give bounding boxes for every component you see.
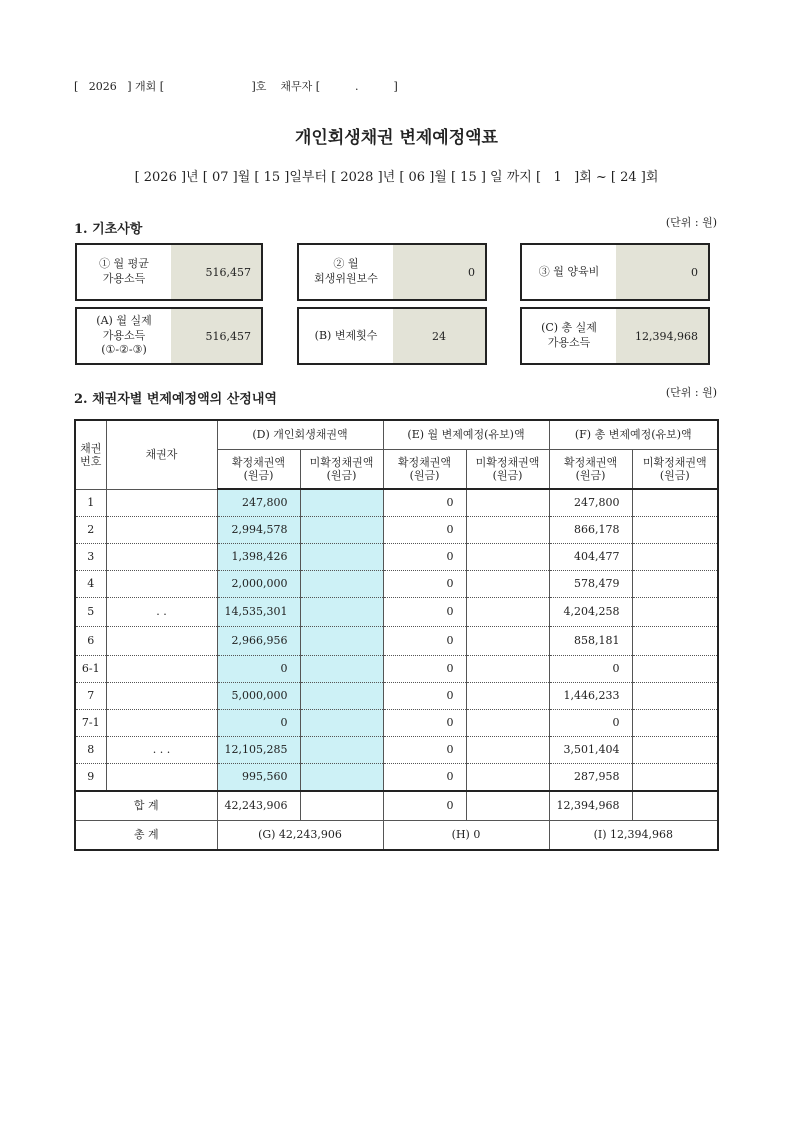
row-d-confirmed: 2,000,000 [217, 571, 300, 598]
row-d-confirmed: 2,994,578 [217, 517, 300, 544]
row-f-unconfirmed [632, 571, 718, 598]
table-row [75, 710, 718, 737]
box-value: 12,394,968 [616, 309, 708, 363]
total-i: (I) 12,394,968 [549, 821, 718, 851]
box-actual-income [75, 307, 263, 365]
row-d-confirmed: 5,000,000 [217, 683, 300, 710]
col-header-d-confirmed: 확정채권액 (원금) [217, 450, 300, 490]
col-header-f: (F) 총 변제예정(유보)액 [549, 420, 718, 450]
total-h: (H) 0 [383, 821, 549, 851]
row-d-confirmed: 0 [217, 710, 300, 737]
sum-d-unconfirmed [300, 791, 383, 821]
row-no: 3 [75, 544, 106, 571]
row-e-unconfirmed [466, 627, 549, 656]
table-row [75, 571, 718, 598]
sum-e-unconfirmed [466, 791, 549, 821]
row-e-confirmed: 0 [383, 656, 466, 683]
row-creditor [106, 683, 217, 710]
row-e-confirmed: 0 [383, 598, 466, 627]
row-creditor: . . [106, 598, 217, 627]
row-f-unconfirmed [632, 764, 718, 792]
row-f-confirmed: 858,181 [549, 627, 632, 656]
row-e-unconfirmed [466, 598, 549, 627]
row-f-confirmed: 866,178 [549, 517, 632, 544]
row-e-confirmed: 0 [383, 571, 466, 598]
col-header-d: (D) 개인회생채권액 [217, 420, 383, 450]
box-value: 24 [393, 309, 485, 363]
row-creditor [106, 656, 217, 683]
row-f-confirmed: 247,800 [549, 489, 632, 517]
page-title: 개인회생채권 변제예정액표 [295, 128, 498, 148]
row-f-unconfirmed [632, 544, 718, 571]
row-e-unconfirmed [466, 571, 549, 598]
row-d-confirmed: 2,966,956 [217, 627, 300, 656]
box-trustee-fee [297, 243, 487, 301]
box-child-support [520, 243, 710, 301]
table-row [75, 764, 718, 792]
table-row [75, 489, 718, 517]
box-label: (B) 변제횟수 [314, 328, 378, 342]
row-no: 4 [75, 571, 106, 598]
total-label: 총 계 [75, 821, 217, 851]
row-d-unconfirmed [300, 544, 383, 571]
row-f-confirmed: 3,501,404 [549, 737, 632, 764]
section2-heading: 2. 채권자별 변제예정액의 산정내역 [74, 392, 277, 407]
row-e-confirmed: 0 [383, 737, 466, 764]
table-row [75, 656, 718, 683]
box-label: ② 월 회생위원보수 [314, 257, 378, 285]
row-f-confirmed: 0 [549, 710, 632, 737]
table-row [75, 517, 718, 544]
col-header-e-unconfirmed: 미확정채권액 (원금) [466, 450, 549, 490]
box-value: 516,457 [171, 245, 261, 299]
row-f-unconfirmed [632, 683, 718, 710]
col-header-creditor: 채권자 [106, 420, 217, 489]
row-f-confirmed: 0 [549, 656, 632, 683]
box-value: 516,457 [171, 309, 261, 363]
box-value: 0 [393, 245, 485, 299]
row-e-unconfirmed [466, 544, 549, 571]
row-e-confirmed: 0 [383, 764, 466, 792]
row-d-unconfirmed [300, 764, 383, 792]
sum-d-confirmed: 42,243,906 [217, 791, 300, 821]
row-creditor [106, 764, 217, 792]
row-creditor [106, 544, 217, 571]
row-f-unconfirmed [632, 598, 718, 627]
row-no: 6 [75, 627, 106, 656]
row-d-unconfirmed [300, 710, 383, 737]
row-f-unconfirmed [632, 627, 718, 656]
box-monthly-avg-income [75, 243, 263, 301]
row-e-confirmed: 0 [383, 683, 466, 710]
row-e-unconfirmed [466, 710, 549, 737]
total-row [75, 821, 718, 851]
col-header-no: 채권 번호 [75, 420, 106, 489]
row-creditor [106, 710, 217, 737]
sum-label: 합 계 [75, 791, 217, 821]
repayment-table [74, 419, 719, 851]
row-d-confirmed: 1,398,426 [217, 544, 300, 571]
row-creditor [106, 489, 217, 517]
row-f-unconfirmed [632, 737, 718, 764]
table-row [75, 737, 718, 764]
table-row [75, 598, 718, 627]
row-d-unconfirmed [300, 737, 383, 764]
col-header-d-unconfirmed: 미확정채권액 (원금) [300, 450, 383, 490]
col-header-e: (E) 월 변제예정(유보)액 [383, 420, 549, 450]
table-row [75, 544, 718, 571]
col-header-e-confirmed: 확정채권액 (원금) [383, 450, 466, 490]
box-total-actual-income [520, 307, 710, 365]
box-repayment-count [297, 307, 487, 365]
row-f-confirmed: 287,958 [549, 764, 632, 792]
row-f-confirmed: 4,204,258 [549, 598, 632, 627]
row-e-confirmed: 0 [383, 489, 466, 517]
row-no: 6-1 [75, 656, 106, 683]
row-e-unconfirmed [466, 656, 549, 683]
sum-e-confirmed: 0 [383, 791, 466, 821]
row-f-unconfirmed [632, 489, 718, 517]
box-label: (A) 월 실제 가용소득 (①-②-③) [96, 313, 152, 357]
row-e-confirmed: 0 [383, 710, 466, 737]
row-d-confirmed: 247,800 [217, 489, 300, 517]
row-d-confirmed: 12,105,285 [217, 737, 300, 764]
row-d-unconfirmed [300, 683, 383, 710]
row-no: 5 [75, 598, 106, 627]
row-d-unconfirmed [300, 656, 383, 683]
col-header-f-confirmed: 확정채권액 (원금) [549, 450, 632, 490]
sum-f-confirmed: 12,394,968 [549, 791, 632, 821]
total-g: (G) 42,243,906 [217, 821, 383, 851]
row-d-unconfirmed [300, 627, 383, 656]
repayment-period: [ 2026 ]년 [ 07 ]월 [ 15 ]일부터 [ 2028 ]년 [ 06 ]월 [ 15 ] 일 까지 [ 1 ]회 ~ [ 24 ]회 [134, 170, 659, 185]
row-creditor [106, 517, 217, 544]
row-no: 8 [75, 737, 106, 764]
row-e-unconfirmed [466, 517, 549, 544]
row-e-unconfirmed [466, 764, 549, 792]
box-label: (C) 총 실제 가용소득 [541, 321, 597, 349]
table-row [75, 627, 718, 656]
row-f-confirmed: 404,477 [549, 544, 632, 571]
row-d-confirmed: 0 [217, 656, 300, 683]
row-e-unconfirmed [466, 737, 549, 764]
row-d-unconfirmed [300, 598, 383, 627]
section1-unit: (단위 : 원) [665, 216, 717, 229]
sum-f-unconfirmed [632, 791, 718, 821]
case-header-line: [ 2026 ] 개회 [ ]호 채무자 [ . ] [74, 80, 398, 93]
row-d-unconfirmed [300, 517, 383, 544]
row-f-confirmed: 1,446,233 [549, 683, 632, 710]
row-no: 7-1 [75, 710, 106, 737]
col-header-f-unconfirmed: 미확정채권액 (원금) [632, 450, 718, 490]
row-no: 1 [75, 489, 106, 517]
row-e-unconfirmed [466, 489, 549, 517]
section2-unit: (단위 : 원) [665, 386, 717, 399]
row-d-confirmed: 14,535,301 [217, 598, 300, 627]
row-no: 9 [75, 764, 106, 792]
section1-heading: 1. 기초사항 [74, 222, 143, 237]
row-creditor [106, 627, 217, 656]
row-e-confirmed: 0 [383, 517, 466, 544]
row-e-unconfirmed [466, 683, 549, 710]
box-label: ③ 월 양육비 [538, 264, 600, 278]
row-no: 2 [75, 517, 106, 544]
row-f-unconfirmed [632, 656, 718, 683]
row-d-unconfirmed [300, 489, 383, 517]
row-no: 7 [75, 683, 106, 710]
row-d-confirmed: 995,560 [217, 764, 300, 792]
row-creditor: . . . [106, 737, 217, 764]
row-e-confirmed: 0 [383, 544, 466, 571]
row-d-unconfirmed [300, 571, 383, 598]
row-e-confirmed: 0 [383, 627, 466, 656]
table-body [75, 489, 718, 791]
table-row [75, 683, 718, 710]
row-f-unconfirmed [632, 517, 718, 544]
row-f-unconfirmed [632, 710, 718, 737]
sum-row [75, 791, 718, 821]
row-creditor [106, 571, 217, 598]
box-value: 0 [616, 245, 708, 299]
row-f-confirmed: 578,479 [549, 571, 632, 598]
box-label: ① 월 평균 가용소득 [99, 257, 149, 285]
